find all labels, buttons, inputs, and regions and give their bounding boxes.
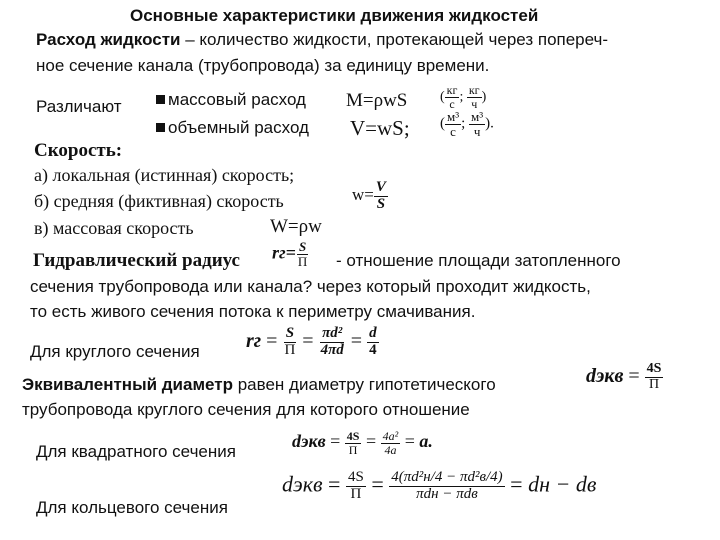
mass-flow-item xyxy=(156,90,306,110)
volume-flow-units: ( $\frac{\text{м³}}{с}$ ; $\frac{\text{м³}}{ч}$ ). xyxy=(440,109,494,139)
speed-mass-formula: W=ρw xyxy=(270,216,322,237)
flow-term: Расход жидкости xyxy=(36,30,181,49)
volume-flow-label: объемный расход xyxy=(168,118,309,137)
equiv-diameter-formula: dэкв = $\frac{4S}{П}$ xyxy=(586,361,662,392)
speed-heading: Скорость: xyxy=(34,140,123,161)
page-title: Основные характеристики движения жидкостей xyxy=(130,6,539,25)
speed-average-formula: w= $\frac{V}{S}$ xyxy=(352,179,386,212)
hydraulic-radius-line3: то есть живого сечения потока к периметру смачивания. xyxy=(30,302,476,321)
ring-section-label: Для кольцевого сечения xyxy=(36,498,228,517)
mass-flow-formula: M=ρwS xyxy=(346,90,408,111)
flow-definition-line2: ное сечение канала (трубопровода) за единицу времени. xyxy=(36,56,490,75)
equiv-diameter-line2: трубопровода круглого сечения для которого отношение xyxy=(22,400,470,419)
round-section-formula: rг = $\frac{S}{П}$ = $\frac{\text{πd²}}{4\pi d}$ = $\frac{d}{4}$ xyxy=(246,325,377,358)
flow-definition-text: – количество жидкости, протекающей через попереч- xyxy=(180,30,609,49)
flow-definition-line1 xyxy=(36,30,608,50)
hydraulic-radius-formula: rг= $\frac{S}{П}$ xyxy=(272,239,308,269)
square-section-label: Для квадратного сечения xyxy=(36,442,236,461)
mass-flow-units: ( $\frac{кг}{с}$ ; $\frac{кг}{ч}$ ) xyxy=(440,83,487,111)
round-section-label: Для круглого сечения xyxy=(30,342,200,361)
hydraulic-radius-term: Гидравлический радиус xyxy=(33,250,240,271)
bullet-icon xyxy=(156,95,165,104)
distinguish-label: Различают xyxy=(36,97,122,116)
speed-local: а) локальная (истинная) скорость; xyxy=(34,165,295,185)
speed-mass: в) массовая скорость xyxy=(34,218,194,238)
speed-average: б) средняя (фиктивная) скорость xyxy=(34,191,284,211)
hydraulic-radius-definition: - отношение площади затопленного xyxy=(336,251,621,270)
hydraulic-radius-line2: сечения трубопровода или канала? через который проходит жидкость, xyxy=(30,277,591,296)
square-section-formula: dэкв = $\frac{4S}{П}$ = $\frac{\text{4a²}}{4a}$ = a. xyxy=(292,429,433,457)
volume-flow-formula: V=wS; xyxy=(350,116,410,140)
mass-flow-label: массовый расход xyxy=(168,90,306,109)
ring-section-formula: dэкв = $\frac{4S}{П}$ = $\frac{\text{4(πd²н/4 − πd²в/4)}}{\text{πdн − πdв}}$ = dн − dв xyxy=(282,469,597,502)
bullet-icon xyxy=(156,123,165,132)
equiv-diameter-line1: Эквивалентный диаметр равен диаметру гипотетического xyxy=(22,375,496,394)
volume-flow-item xyxy=(156,118,309,138)
equiv-diameter-term: Эквивалентный диаметр xyxy=(22,375,233,394)
